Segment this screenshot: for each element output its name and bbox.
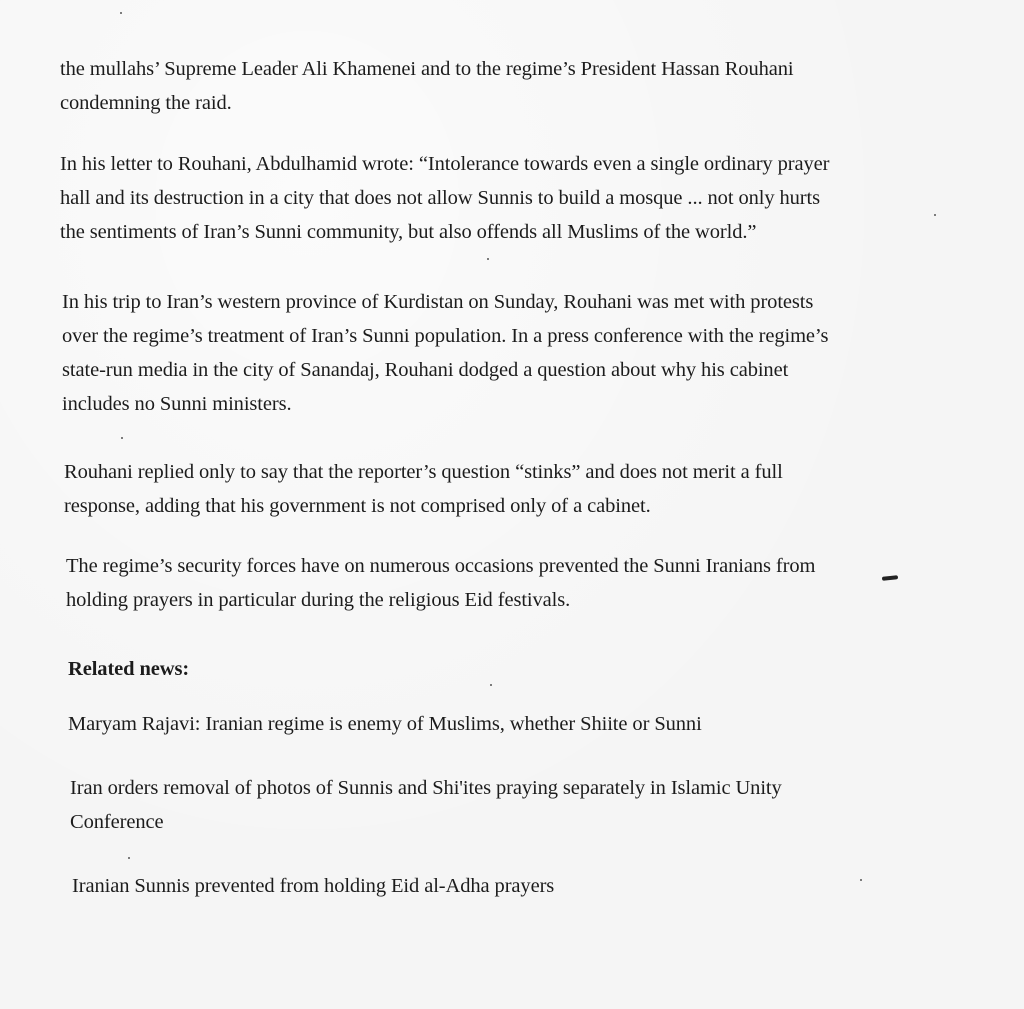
related-news-line: Maryam Rajavi: Iranian regime is enemy of Muslims, whether Shiite or Sunni: [68, 713, 702, 735]
paragraph-2: [60, 147, 829, 249]
scan-speck: [490, 684, 492, 686]
related-news-item-3: [72, 869, 554, 903]
heading-text: Related news:: [68, 658, 190, 680]
scan-speck: [934, 214, 936, 216]
paragraph-1: [60, 52, 794, 120]
scan-speck: [120, 12, 122, 14]
paragraph-line: state-run media in the city of Sanandaj, Rouhani dodged a question about why his cabinet: [62, 359, 789, 381]
related-news-line: Iran orders removal of photos of Sunnis and Shi'ites praying separately in Islamic Unity: [70, 777, 782, 799]
scan-speck: [128, 857, 130, 859]
scan-speck: [121, 437, 123, 439]
related-news-line: Iranian Sunnis prevented from holding Eid al-Adha prayers: [72, 875, 555, 897]
paragraph-line: response, adding that his government is not comprised only of a cabinet.: [64, 495, 651, 517]
paragraph-line: hall and its destruction in a city that does not allow Sunnis to build a mosque ... not only hurts: [60, 187, 821, 209]
paragraph-line: In his letter to Rouhani, Abdulhamid wrote: “Intolerance towards even a single ordinary prayer: [60, 153, 830, 175]
paragraph-line: condemning the raid.: [60, 92, 232, 114]
pen-mark: [882, 575, 898, 581]
paragraph-line: Rouhani replied only to say that the reporter’s question “stinks” and does not merit a full: [64, 461, 783, 483]
paragraph-line: In his trip to Iran’s western province of Kurdistan on Sunday, Rouhani was met with protests: [62, 291, 814, 313]
related-news-item-2: [70, 771, 782, 839]
paragraph-line: includes no Sunni ministers.: [62, 393, 292, 415]
related-news-heading: [68, 652, 189, 686]
paragraph-5: [66, 549, 815, 617]
paragraph-line: the sentiments of Iran’s Sunni community, but also offends all Muslims of the world.”: [60, 221, 757, 243]
scan-speck: [860, 879, 862, 881]
paragraph-line: holding prayers in particular during the religious Eid festivals.: [66, 589, 571, 611]
paragraph-4: [64, 455, 783, 523]
paragraph-3: [62, 285, 828, 421]
related-news-line: Conference: [70, 811, 164, 833]
scan-speck: [487, 258, 489, 260]
related-news-item-1: [68, 707, 702, 741]
paragraph-line: the mullahs’ Supreme Leader Ali Khamenei and to the regime’s President Hassan Rouhani: [60, 58, 794, 80]
paragraph-line: The regime’s security forces have on numerous occasions prevented the Sunni Iranians from: [66, 555, 816, 577]
paragraph-line: over the regime’s treatment of Iran’s Sunni population. In a press conference with the regime’s: [62, 325, 829, 347]
